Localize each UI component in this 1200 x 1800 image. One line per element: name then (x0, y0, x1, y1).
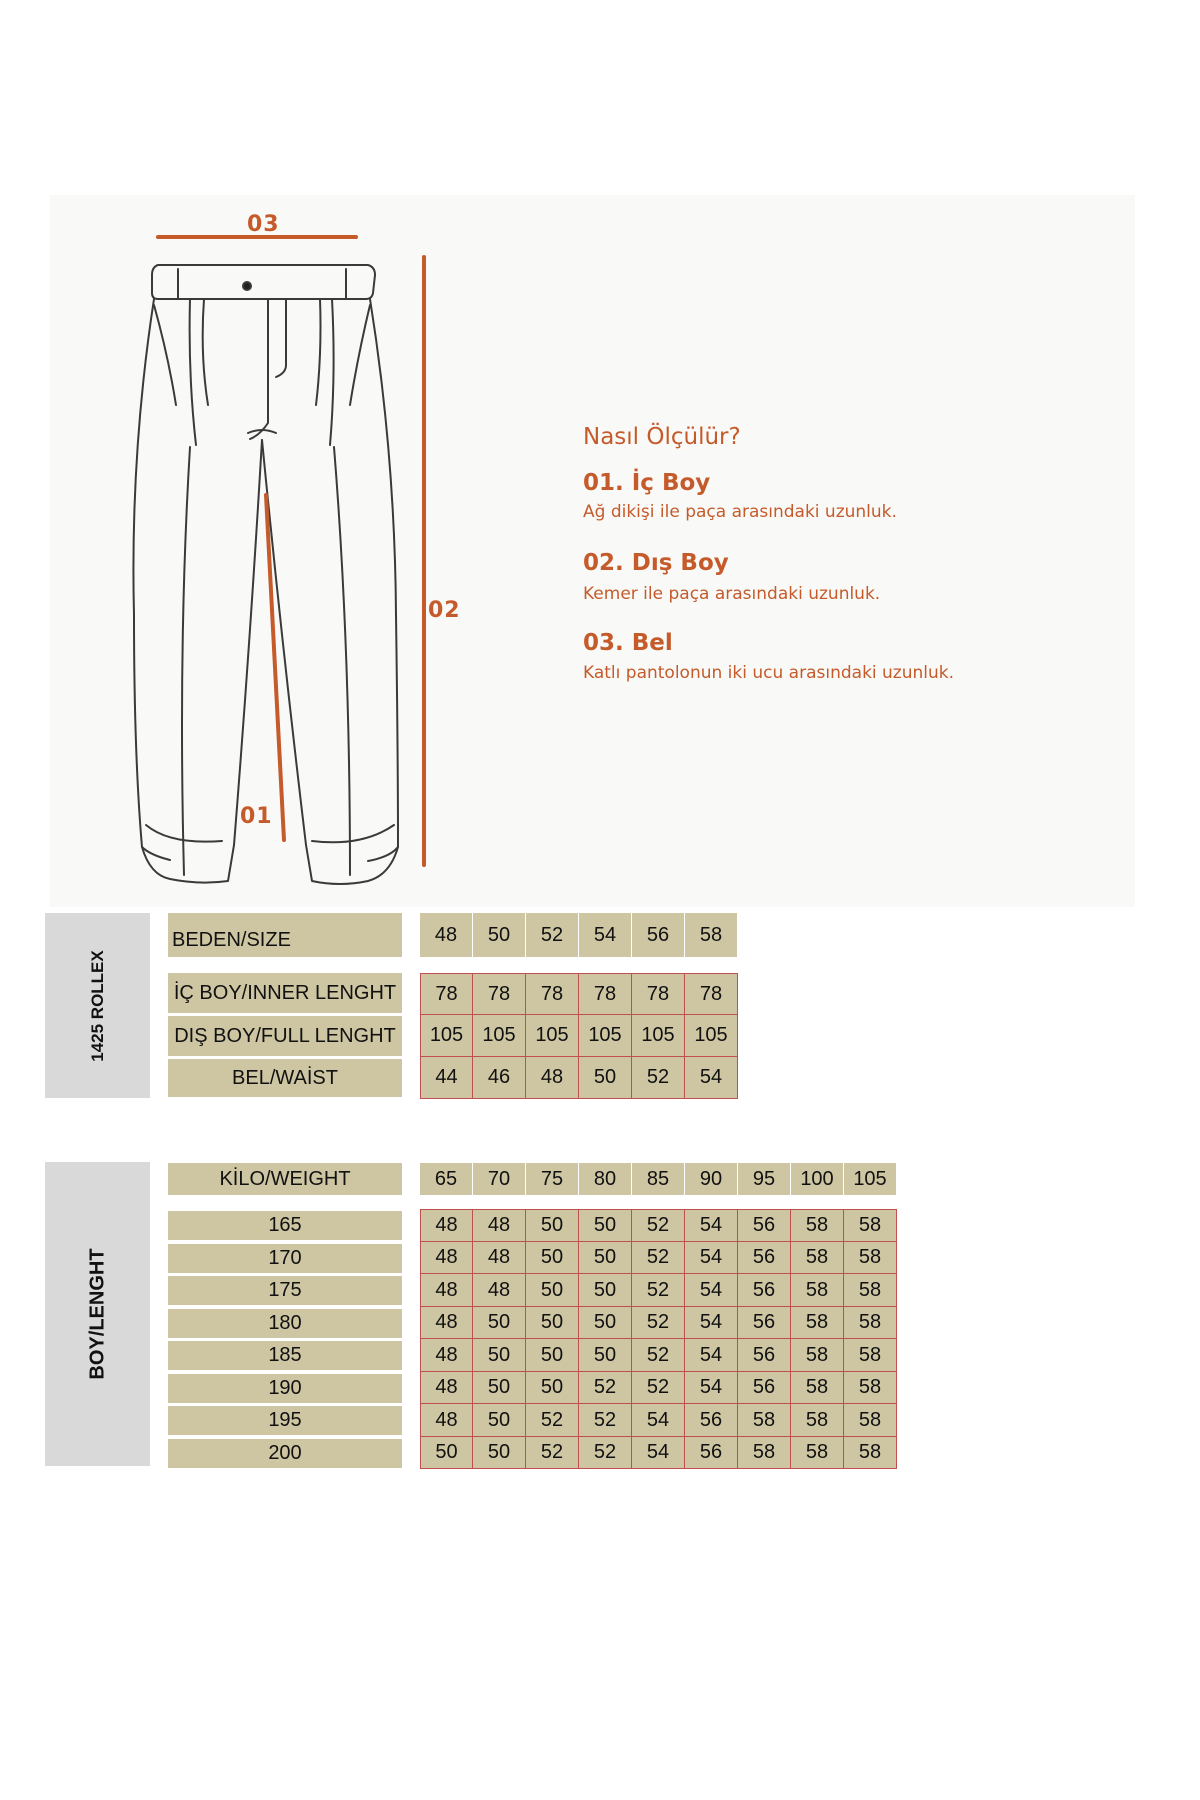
fit-table-cell: 50 (579, 1339, 632, 1372)
fit-row (420, 1274, 897, 1307)
fit-table-cell: 58 (844, 1274, 897, 1307)
weight-header-cell: 80 (579, 1163, 632, 1195)
fit-table-cell: 48 (420, 1339, 473, 1372)
size-table-cell: 105 (473, 1015, 526, 1057)
step-title-inner-length: 01. İç Boy (583, 470, 711, 496)
fit-table-cell: 48 (473, 1274, 526, 1307)
size-table-cell: 78 (579, 973, 632, 1015)
weight-header-cell: 65 (420, 1163, 473, 1195)
fit-table-cell: 52 (632, 1274, 685, 1307)
fit-table-cell: 54 (685, 1339, 738, 1372)
fit-table-cell: 52 (526, 1437, 579, 1469)
size-header-cell: 50 (473, 913, 526, 957)
fit-table-cell: 50 (473, 1339, 526, 1372)
fit-table-cell: 52 (526, 1404, 579, 1437)
fit-table-cell: 48 (420, 1209, 473, 1242)
weight-header-cell: 75 (526, 1163, 579, 1195)
step-description-waist: Katlı pantolonun iki ucu arasındaki uzunluk. (583, 663, 955, 683)
fit-table-cell: 52 (632, 1209, 685, 1242)
fit-table-cell: 48 (420, 1242, 473, 1274)
fit-table-cell: 56 (738, 1242, 791, 1274)
fit-table-cell: 54 (685, 1307, 738, 1339)
fit-table-cell: 56 (685, 1404, 738, 1437)
fit-table-cell: 54 (632, 1437, 685, 1469)
size-table-cell: 78 (632, 973, 685, 1015)
weight-header-cells (420, 1163, 897, 1195)
weight-header-cell: 95 (738, 1163, 791, 1195)
fit-row (420, 1242, 897, 1274)
step-description-inner-length: Ağ dikişi ile paça arasındaki uzunluk. (583, 502, 897, 522)
step-title-outer-length: 02. Dış Boy (583, 550, 729, 576)
fit-table-cell: 50 (526, 1209, 579, 1242)
fit-table-cell: 50 (579, 1242, 632, 1274)
fit-table-cell: 58 (738, 1404, 791, 1437)
fit-table-cell: 50 (579, 1209, 632, 1242)
fit-table-cell: 50 (473, 1437, 526, 1469)
fit-table-cell: 58 (844, 1437, 897, 1469)
fit-row (420, 1372, 897, 1404)
height-row-label: 170 (168, 1244, 402, 1273)
size-header-label: BEDEN/SIZE (168, 913, 402, 957)
size-header-cell: 58 (685, 913, 738, 957)
weight-header-label: KİLO/WEIGHT (168, 1163, 402, 1195)
fit-table-cell: 58 (844, 1339, 897, 1372)
size-table-cell: 105 (685, 1015, 738, 1057)
size-table-cell: 78 (526, 973, 579, 1015)
size-table-cell: 50 (579, 1057, 632, 1099)
fit-table-cell: 58 (791, 1372, 844, 1404)
height-row-label: 190 (168, 1374, 402, 1403)
outer-length-row (420, 1015, 738, 1057)
size-header-cell: 48 (420, 913, 473, 957)
fit-table-cell: 58 (791, 1339, 844, 1372)
height-row-label: 175 (168, 1276, 402, 1305)
fit-table-cell: 52 (632, 1242, 685, 1274)
size-header-cells (420, 913, 738, 957)
fit-table-cell: 56 (738, 1274, 791, 1307)
fit-table-cell: 56 (738, 1307, 791, 1339)
fit-table-cell: 54 (685, 1242, 738, 1274)
fit-row (420, 1404, 897, 1437)
size-table-cell: 44 (420, 1057, 473, 1099)
outer-length-row-label: DIŞ BOY/FULL LENGHT (168, 1016, 402, 1056)
fit-table-cell: 58 (791, 1274, 844, 1307)
fit-row (420, 1307, 897, 1339)
size-table-cell: 105 (632, 1015, 685, 1057)
size-table-cell: 54 (685, 1057, 738, 1099)
fit-table-cell: 56 (738, 1339, 791, 1372)
how-to-measure-title: Nasıl Ölçülür? (583, 424, 741, 450)
fit-table-cell: 50 (526, 1372, 579, 1404)
height-row-label: 200 (168, 1439, 402, 1468)
weight-header-cell: 70 (473, 1163, 526, 1195)
size-table-cell: 105 (526, 1015, 579, 1057)
outer-length-measure-label: 02 (428, 598, 461, 623)
fit-table-cell: 54 (632, 1404, 685, 1437)
fit-table-side-label-text: BOY/LENGHT (86, 1248, 108, 1380)
size-table-cell: 105 (579, 1015, 632, 1057)
step-title-waist: 03. Bel (583, 630, 673, 656)
fit-table-cell: 50 (526, 1242, 579, 1274)
fit-table-cell: 52 (579, 1437, 632, 1469)
fit-table-cell: 52 (632, 1339, 685, 1372)
waist-row (420, 1057, 738, 1099)
size-table-cell: 78 (420, 973, 473, 1015)
inner-length-measure-label: 01 (240, 804, 273, 829)
fit-table-cell: 50 (579, 1307, 632, 1339)
fit-table-cell: 56 (738, 1372, 791, 1404)
fit-row (420, 1437, 897, 1469)
fit-table-cell: 50 (473, 1372, 526, 1404)
fit-table-cell: 58 (791, 1307, 844, 1339)
waist-measure-label: 03 (247, 212, 280, 237)
fit-table-cell: 52 (632, 1307, 685, 1339)
fit-table-cell: 58 (791, 1242, 844, 1274)
waist-row-label: BEL/WAİST (168, 1059, 402, 1097)
height-row-label: 165 (168, 1211, 402, 1240)
fit-table-cell: 52 (579, 1404, 632, 1437)
size-table-cell: 105 (420, 1015, 473, 1057)
fit-table-cell: 58 (791, 1437, 844, 1469)
fit-table-cell: 48 (420, 1404, 473, 1437)
weight-header-cell: 85 (632, 1163, 685, 1195)
inner-length-row (420, 973, 738, 1015)
fit-row (420, 1209, 897, 1242)
fit-table-cell: 54 (685, 1372, 738, 1404)
size-table-cell: 46 (473, 1057, 526, 1099)
size-table-cell: 78 (685, 973, 738, 1015)
fit-table-cell: 58 (844, 1307, 897, 1339)
weight-header-cell: 90 (685, 1163, 738, 1195)
fit-table-cell: 50 (420, 1437, 473, 1469)
height-row-label: 195 (168, 1406, 402, 1435)
size-table-side-label-text: 1425 ROLLEX (87, 949, 107, 1062)
size-header-cell: 56 (632, 913, 685, 957)
fit-table-cell: 58 (791, 1404, 844, 1437)
height-row-label: 185 (168, 1341, 402, 1370)
fit-table-cell: 50 (473, 1307, 526, 1339)
size-table-cell: 52 (632, 1057, 685, 1099)
fit-table-cell: 50 (526, 1307, 579, 1339)
fit-table-cell: 52 (579, 1372, 632, 1404)
fit-table-cell: 50 (526, 1339, 579, 1372)
fit-table-cell: 50 (526, 1274, 579, 1307)
fit-table-cell: 56 (685, 1437, 738, 1469)
fit-table-side-label (45, 1162, 150, 1466)
fit-table-cell: 54 (685, 1209, 738, 1242)
step-description-outer-length: Kemer ile paça arasındaki uzunluk. (583, 584, 881, 604)
fit-table-cell: 54 (685, 1274, 738, 1307)
fit-row (420, 1339, 897, 1372)
weight-header-cell: 100 (791, 1163, 844, 1195)
inner-length-row-label: İÇ BOY/INNER LENGHT (168, 973, 402, 1013)
fit-table-cell: 50 (579, 1274, 632, 1307)
fit-table-cell: 48 (420, 1274, 473, 1307)
fit-table-cell: 48 (473, 1242, 526, 1274)
fit-table-cell: 48 (473, 1209, 526, 1242)
fit-table-cell: 58 (844, 1209, 897, 1242)
size-table-side-label (45, 913, 150, 1098)
height-row-label: 180 (168, 1309, 402, 1338)
fit-table-cell: 50 (473, 1404, 526, 1437)
fit-table-cell: 58 (844, 1404, 897, 1437)
weight-header-cell: 105 (844, 1163, 897, 1195)
fit-table-cell: 56 (738, 1209, 791, 1242)
fit-table-cell: 52 (632, 1372, 685, 1404)
fit-table-cell: 58 (844, 1372, 897, 1404)
fit-table-cell: 48 (420, 1307, 473, 1339)
fit-table-cell: 58 (791, 1209, 844, 1242)
fit-table-cell: 48 (420, 1372, 473, 1404)
size-header-cell: 52 (526, 913, 579, 957)
size-table-cell: 48 (526, 1057, 579, 1099)
size-header-cell: 54 (579, 913, 632, 957)
fit-table-cell: 58 (844, 1242, 897, 1274)
fit-table-cell: 58 (738, 1437, 791, 1469)
size-table-cell: 78 (473, 973, 526, 1015)
